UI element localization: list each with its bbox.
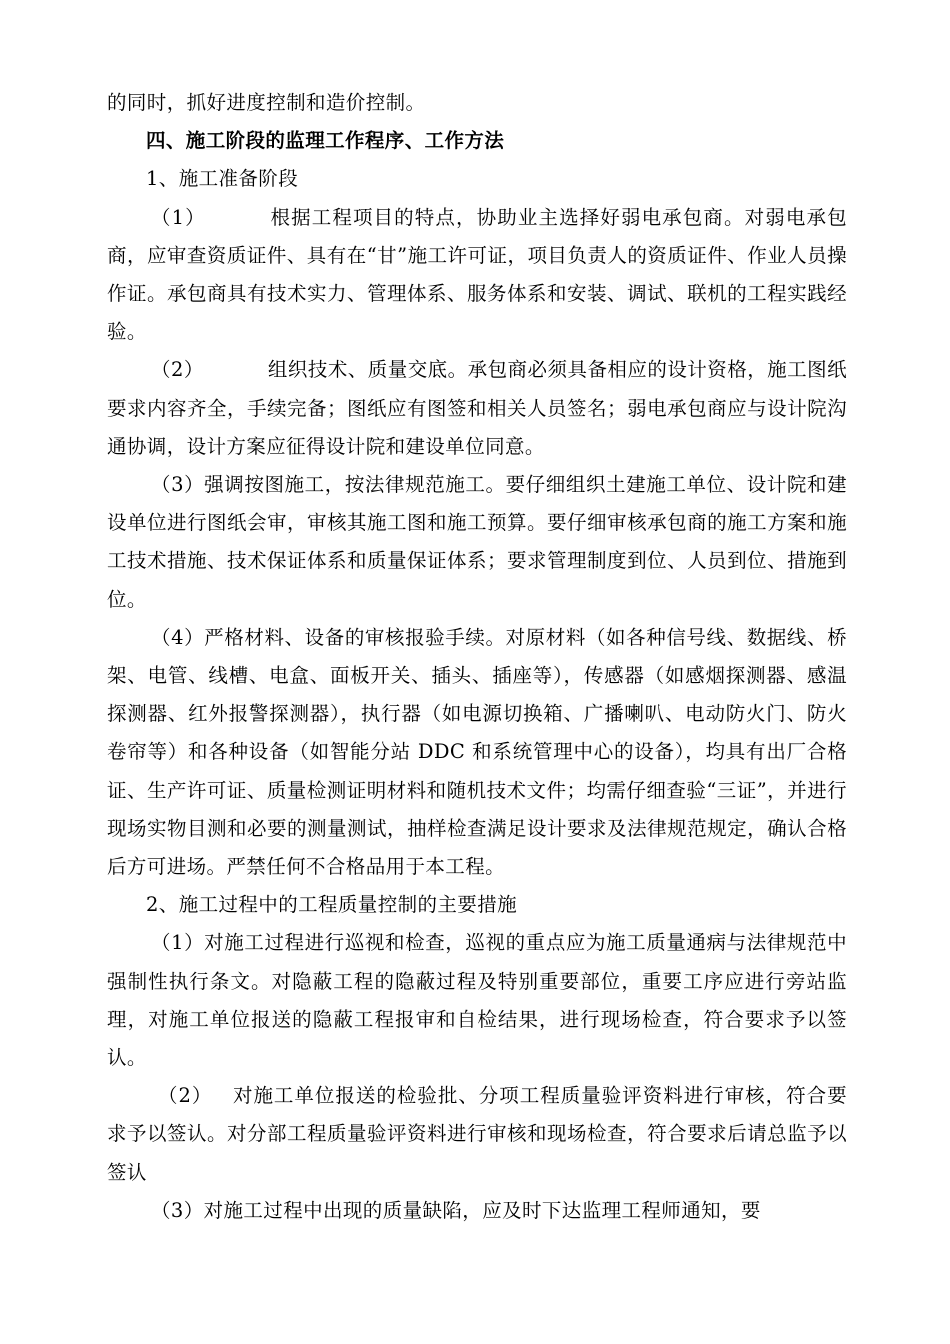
paragraph-item-2 (107, 351, 847, 466)
paragraph-item-6 (107, 1077, 847, 1192)
section-heading: 四、施工阶段的监理工作程序、工作方法 (146, 129, 505, 153)
document-page (107, 84, 847, 1230)
item-number: （2） (158, 1084, 213, 1108)
item-text: 组织技术、质量交底。承包商必须具备相应的设计资格，施工图纸要求内容齐全，手续完备；图纸应有图签和相关人员签名；弱电承包商应与设计院沟通协调，设计方案应征得设计院和建设单位同意。 (107, 358, 847, 458)
continuation-text: 的同时，抓好进度控制和造价控制。 (107, 91, 426, 114)
item-number: （2） (151, 358, 204, 382)
item-number: （1） (151, 205, 206, 229)
subsection-heading-preparation: 1、施工准备阶段 (146, 167, 299, 191)
paragraph-item-3: （3）强调按图施工，按法律规范施工。要仔细组织土建施工单位、设计院和建设单位进行图纸会审，审核其施工图和施工预算。要仔细审核承包商的施工方案和施工技术措施、技术保证体系和质量保证体系；要求管理制度到位、人员到位、措施到位。 (107, 473, 847, 611)
subsection-heading-quality-control: 2、施工过程中的工程质量控制的主要措施 (146, 893, 518, 917)
paragraph-item-4: （4）严格材料、设备的审核报验手续。对原材料（如各种信号线、数据线、桥架、电管、线槽、电盒、面板开关、插头、插座等），传感器（如感烟探测器、感温探测器、红外报警探测器），执行器（如电源切换箱、广播喇叭、电动防火门、防火卷帘等）和各种设备（如智能分站 DDC 和系统管理中心的设备），均具有出厂合格证、生产许可证、质量检测证明材料和随机技术文件；均需仔细查验“三证”，并进行现场实物目测和必要的测量测试，抽样检查满足设计要求及法律规范规定，确认合格后方可进场。严禁任何不合格品用于本工程。 (107, 625, 847, 879)
paragraph-item-5: （1）对施工过程进行巡视和检查，巡视的重点应为施工质量通病与法律规范中强制性执行条文。对隐蔽工程的隐蔽过程及特别重要部位，重要工序应进行旁站监理，对施工单位报送的隐蔽工程报审和自检结果，进行现场检查，符合要求予以签认。 (107, 931, 847, 1070)
item-text: 对施工单位报送的检验批、分项工程质量验评资料进行审核，符合要求予以签认。对分部工程质量验评资料进行审核和现场检查，符合要求后请总监予以签认 (107, 1084, 847, 1184)
item-text: 根据工程项目的特点，协助业主选择好弱电承包商。对弱电承包商，应审查资质证件、具有在“甘”施工许可证，项目负责人的资质证件、作业人员操作证。承包商具有技术实力、管理体系、服务体系和安装、调试、联机的工程实践经验。 (107, 205, 848, 344)
paragraph-item-1 (107, 199, 847, 352)
paragraph-item-7: （3）对施工过程中出现的质量缺陷，应及时下达监理工程师通知，要 (151, 1198, 761, 1222)
